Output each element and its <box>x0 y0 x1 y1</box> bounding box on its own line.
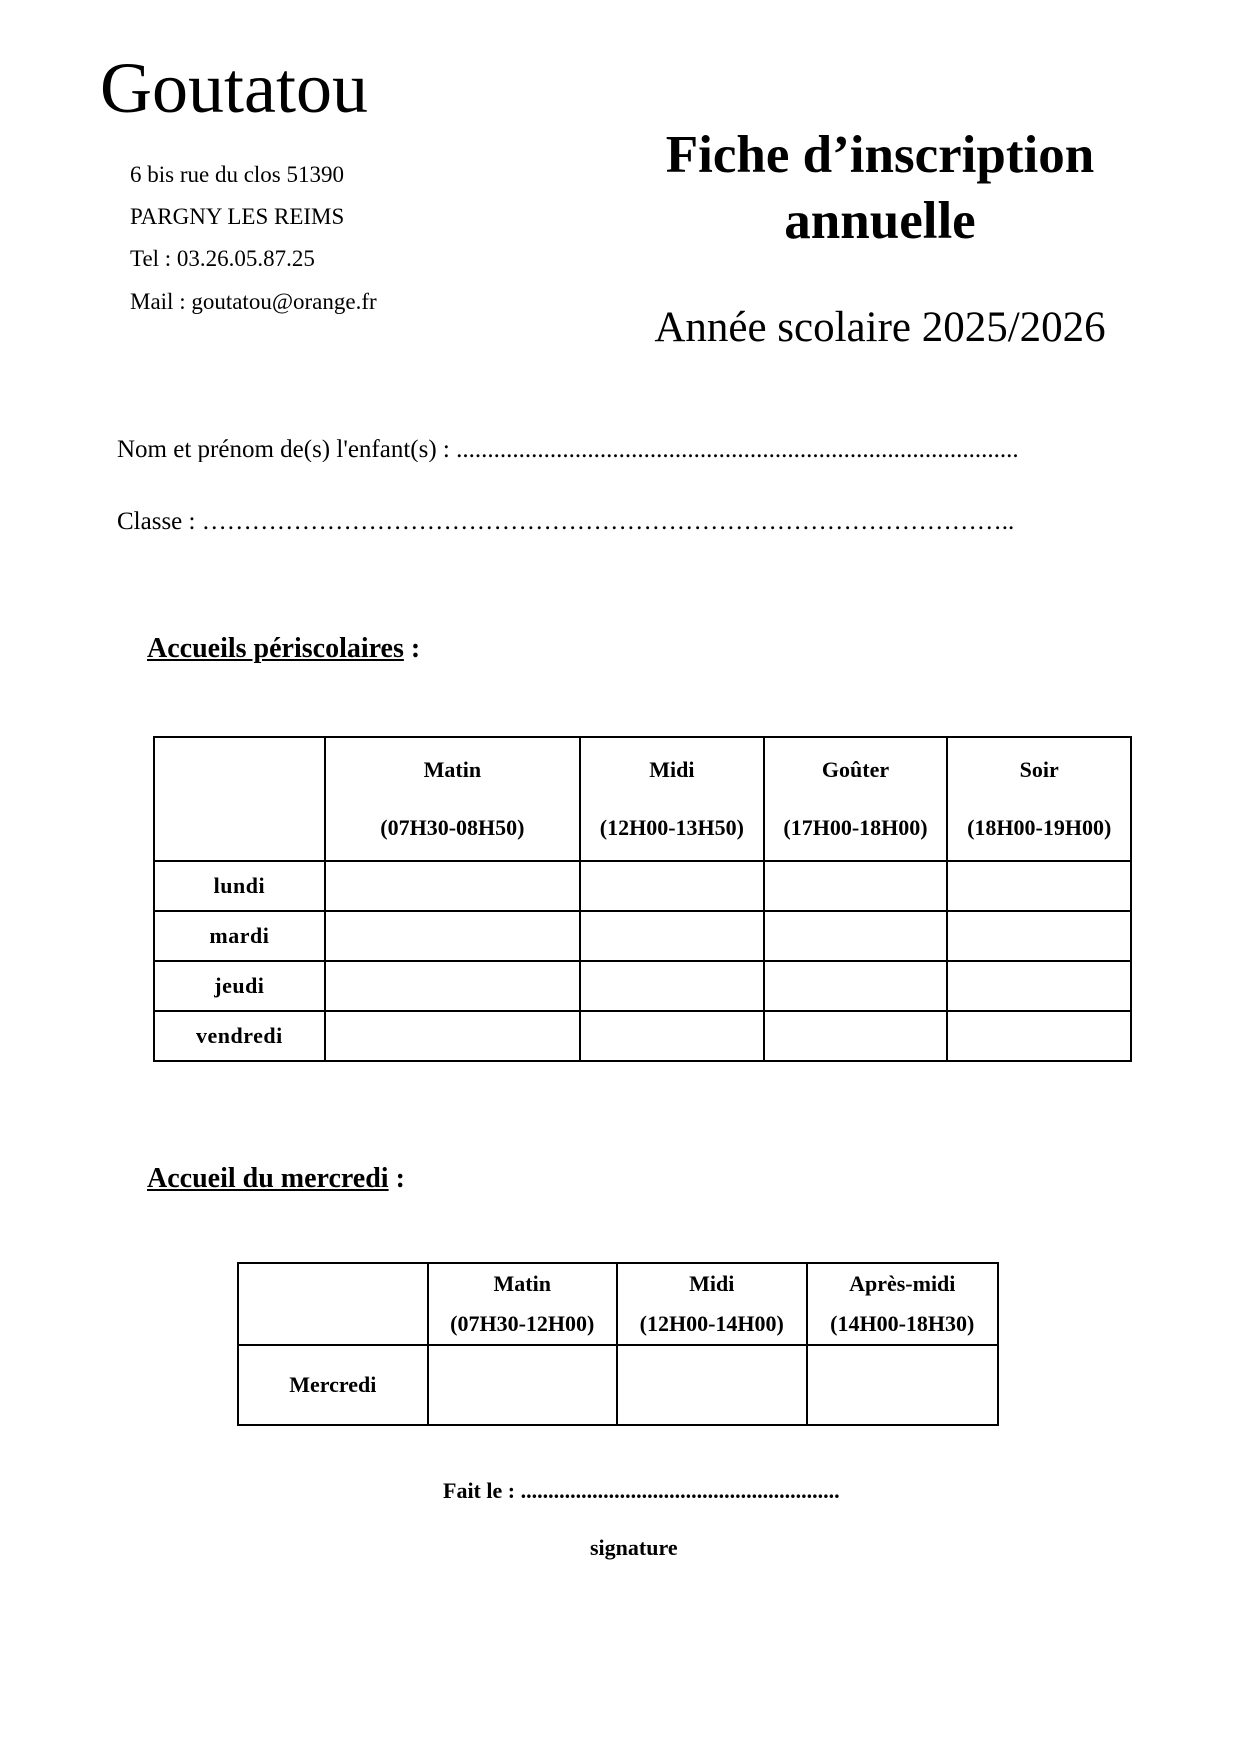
cell-jeudi-midi[interactable] <box>580 961 764 1011</box>
column-name: Soir <box>1019 757 1059 782</box>
mercredi-title-suffix: : <box>388 1163 405 1194</box>
cell-vendredi-matin[interactable] <box>325 1011 580 1061</box>
row-vendredi <box>154 1011 1131 1061</box>
cell-jeudi-soir[interactable] <box>947 961 1131 1011</box>
day-label: jeudi <box>154 961 325 1011</box>
column-header-matin <box>428 1263 617 1345</box>
cell-lundi-matin[interactable] <box>325 861 580 911</box>
mercredi-header-row <box>238 1263 998 1345</box>
cell-mercredi-apres-midi[interactable] <box>807 1345 999 1425</box>
periscolaire-title-text: Accueils périscolaires <box>147 633 404 664</box>
column-time: (12H00-14H00) <box>639 1311 784 1336</box>
column-name: Midi <box>649 757 695 782</box>
form-title-line-2: annuelle <box>784 192 976 250</box>
cell-mardi-matin[interactable] <box>325 911 580 961</box>
cell-lundi-soir[interactable] <box>947 861 1131 911</box>
column-header-apres-midi <box>807 1263 999 1345</box>
cell-mardi-gouter[interactable] <box>764 911 948 961</box>
cell-vendredi-midi[interactable] <box>580 1011 764 1061</box>
column-name: Matin <box>423 757 482 782</box>
email-address: Mail : goutatou@orange.fr <box>130 289 377 314</box>
cell-mardi-soir[interactable] <box>947 911 1131 961</box>
mercredi-table <box>237 1262 999 1426</box>
column-name: Midi <box>689 1271 735 1296</box>
row-mardi <box>154 911 1131 961</box>
column-name: Après-midi <box>849 1271 956 1296</box>
day-label: lundi <box>154 861 325 911</box>
cell-mardi-midi[interactable] <box>580 911 764 961</box>
cell-jeudi-gouter[interactable] <box>764 961 948 1011</box>
phone-number: Tel : 03.26.05.87.25 <box>130 246 315 271</box>
cell-vendredi-gouter[interactable] <box>764 1011 948 1061</box>
column-name: Goûter <box>821 757 890 782</box>
header-corner-cell <box>238 1263 428 1345</box>
cell-lundi-midi[interactable] <box>580 861 764 911</box>
column-header-soir <box>947 737 1131 861</box>
column-time: (07H30-12H00) <box>450 1311 595 1336</box>
cell-jeudi-matin[interactable] <box>325 961 580 1011</box>
done-at-field[interactable]: Fait le : .......................................................... <box>443 1478 840 1503</box>
mercredi-section-title <box>147 1165 405 1193</box>
row-lundi <box>154 861 1131 911</box>
class-field[interactable]: Classe : …………………………………………………………………………………….. <box>117 509 1015 534</box>
signature-label: signature <box>590 1535 678 1560</box>
column-header-midi <box>617 1263 806 1345</box>
form-title-line-1: Fiche d’inscription <box>665 126 1095 184</box>
day-label: vendredi <box>154 1011 325 1061</box>
column-time: (18H00-19H00) <box>967 815 1112 840</box>
periscolaire-title-suffix: : <box>403 633 421 664</box>
periscolaire-table <box>153 736 1132 1062</box>
address-line-2: PARGNY LES REIMS <box>130 204 345 229</box>
address-line-1: 6 bis rue du clos 51390 <box>130 162 345 187</box>
school-year: Année scolaire 2025/2026 <box>654 304 1106 351</box>
column-time: (17H00-18H00) <box>783 815 928 840</box>
column-time: (07H30-08H50) <box>380 815 525 840</box>
column-header-gouter <box>764 737 948 861</box>
periscolaire-header-row <box>154 737 1131 861</box>
periscolaire-section-title <box>147 635 420 663</box>
mercredi-title-text: Accueil du mercredi <box>147 1163 389 1194</box>
cell-lundi-gouter[interactable] <box>764 861 948 911</box>
day-label: Mercredi <box>238 1345 428 1425</box>
organization-name: Goutatou <box>100 48 368 128</box>
column-header-matin <box>325 737 580 861</box>
column-time: (12H00-13H50) <box>599 815 744 840</box>
cell-mercredi-midi[interactable] <box>617 1345 806 1425</box>
form-title <box>600 122 1160 254</box>
column-name: Matin <box>493 1271 551 1296</box>
column-header-midi <box>580 737 764 861</box>
day-label: mardi <box>154 911 325 961</box>
cell-vendredi-soir[interactable] <box>947 1011 1131 1061</box>
child-name-field[interactable]: Nom et prénom de(s) l'enfant(s) : .......................................................................................... <box>117 437 1019 462</box>
header-corner-cell <box>154 737 325 861</box>
row-mercredi <box>238 1345 998 1425</box>
cell-mercredi-matin[interactable] <box>428 1345 617 1425</box>
row-jeudi <box>154 961 1131 1011</box>
column-time: (14H00-18H30) <box>830 1311 975 1336</box>
